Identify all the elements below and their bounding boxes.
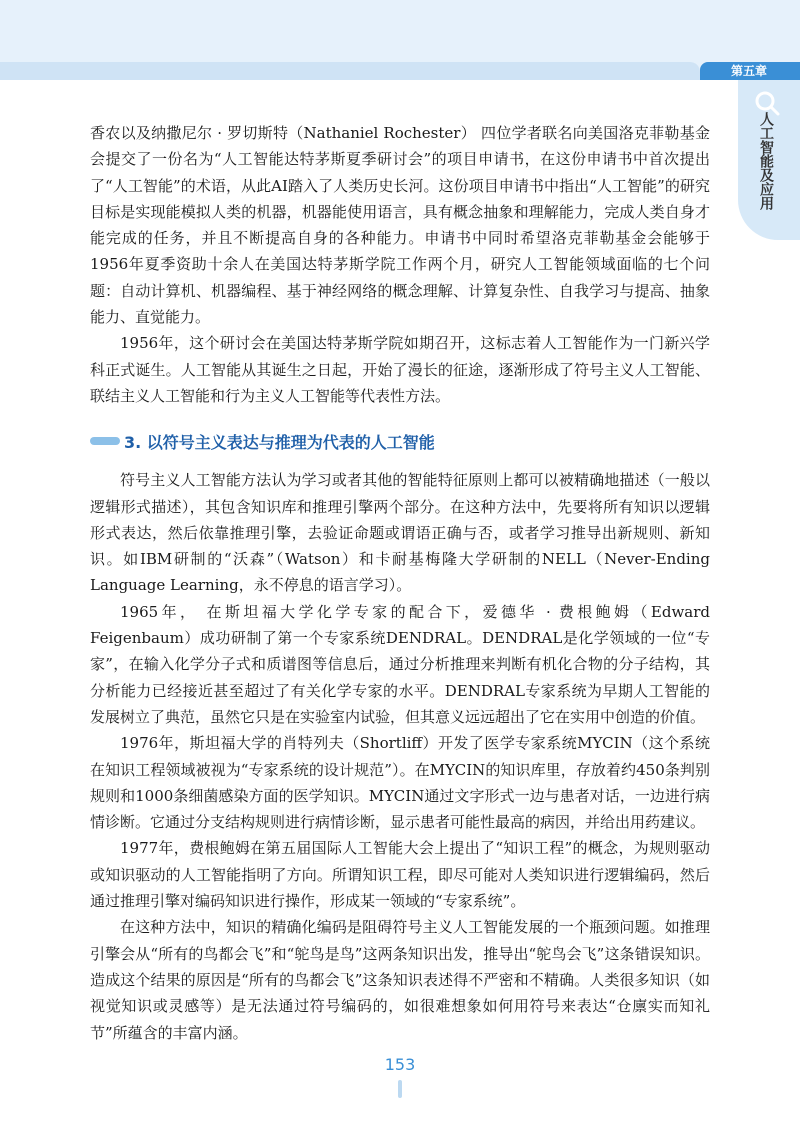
page-number-tick: [398, 1080, 402, 1098]
heading-bar-decoration: [90, 437, 120, 445]
section-paragraph-4: 1977年，费根鲍姆在第五届国际人工智能大会上提出了“知识工程”的概念，为规则驱动或知识驱动的人工智能指明了方向。所谓知识工程，即尽可能对人类知识进行逻辑编码，然后通过推理引擎对编码知识进行操作，形成某一领域的“专家系统”。: [90, 839, 710, 911]
section-paragraph-2: 1965年， 在斯坦福大学化学专家的配合下，爱德华 · 费根鲍姆（Edward Feigenbaum）成功研制了第一个专家系统DENDRAL。DENDRAL是化学领域的一位“专家”，在输入化学分子式和质谱图等信息后，通过分析推理来判断有机化合物的分子结构，其分析能力已经接近甚至超过了有关化学专家的水平。DENDRAL专家系统为早期人工智能的发展树立了典范，虽然它只是在实验室内试验，但其意义远远超出了它在实用中创造的价值。: [90, 602, 710, 726]
section-paragraph-1: 符号主义人工智能方法认为学习或者其他的智能特征原则上都可以被精确地描述（一般以逻辑形式描述），其包含知识库和推理引擎两个部分。在这种方法中，先要将所有知识以逻辑形式表达，然后依靠推理引擎，去验证命题或谓语正确与否，或者学习推导出新规则、新知识。如IBM研制的“沃森”（Watson）和卡耐基梅隆大学研制的NELL（Never-Ending Language Learning，永不停息的语言学习）。: [90, 471, 710, 595]
page-number: 153: [384, 1055, 416, 1074]
intro-paragraph-2: 1956年，这个研讨会在美国达特茅斯学院如期召开，这标志着人工智能作为一门新兴学科正式诞生。人工智能从其诞生之日起，开始了漫长的征途，逐渐形成了符号主义人工智能、联结主义人工智能和行为主义人工智能等代表性方法。: [90, 334, 710, 405]
section-paragraph-3: 1976年，斯坦福大学的肖特列夫（Shortliff）开发了医学专家系统MYCIN（这个系统在知识工程领域被视为“专家系统的设计规范”）。在MYCIN的知识库里，存放着约450条判别规则和1000条细菌感染方面的医学知识。MYCIN通过文字形式一边与患者对话，一边进行病情诊断。它通过分支结构规则进行病情诊断，显示患者可能性最高的病因，并给出用药建议。: [90, 734, 710, 832]
section-paragraph-5: 在这种方法中，知识的精确化编码是阻碍符号主义人工智能发展的一个瓶颈问题。如推理引擎会从“所有的鸟都会飞”和“鸵鸟是鸟”这两条知识出发，推导出“鸵鸟会飞”这条错误知识。造成这个结果的原因是“所有的鸟都会飞”这条知识表述得不严密和不精确。人类很多知识（如视觉知识或灵感等）是无法通过符号编码的，如很难想象如何用符号来表达“仓廪实而知礼节”所蕴含的丰富内涵。: [90, 918, 710, 1042]
page-content: [90, 120, 710, 1046]
chapter-label: 第五章: [730, 64, 767, 78]
intro-paragraph-1: 香农以及纳撒尼尔 · 罗切斯特（Nathaniel Rochester） 四位学者联名向美国洛克菲勒基金会提交了一份名为“人工智能达特茅斯夏季研讨会”的项目申请书，在这份申请书中首次提出了“人工智能”的术语，从此AI踏入了人类历史长河。这份项目申请书中指出“人工智能”的研究目标是实现能模拟人类的机器，机器能使用语言，具有概念抽象和理解能力，完成人类自身才能完成的任务，并且不断提高自身的各种能力。申请书中同时希望洛克菲勒基金会能够于1956年夏季资助十余人在美国达特茅斯学院工作两个月，研究人工智能领域面临的七个问题：自动计算机、机器编程、基于神经网络的概念理解、计算复杂性、自我学习与提高、抽象能力、直觉能力。: [90, 124, 710, 327]
header-strip: [0, 62, 700, 80]
chapter-side-title: 人工智能及应用: [758, 112, 774, 210]
section-heading-text: 3. 以符号主义表达与推理为代表的人工智能: [124, 432, 435, 452]
section-heading: [90, 429, 710, 453]
